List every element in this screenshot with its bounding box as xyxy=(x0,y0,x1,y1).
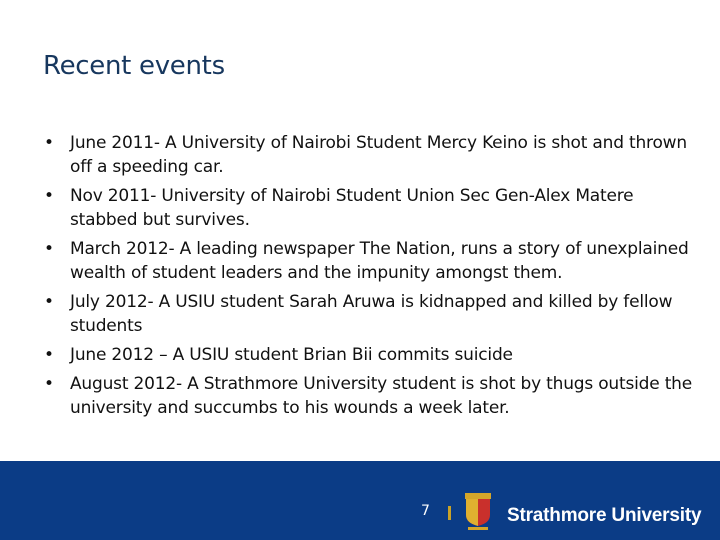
bullet-icon: • xyxy=(44,292,54,312)
item-text: Nov 2011- University of Nairobi Student Union Sec Gen-Alex Matere stabbed but survives. xyxy=(70,186,634,230)
divider xyxy=(448,506,451,520)
slide-title: Recent events xyxy=(43,51,225,81)
item-text: July 2012- A USIU student Sarah Aruwa is kidnapped and killed by fellow students xyxy=(70,292,673,336)
list-item xyxy=(44,372,704,420)
footer-bar xyxy=(0,461,720,540)
list-item xyxy=(44,184,704,232)
item-text: June 2012 – A USIU student Brian Bii commits suicide xyxy=(70,345,513,365)
item-text: March 2012- A leading newspaper The Nation, runs a story of unexplained wealth of student leaders and the impunity amongst them. xyxy=(70,239,689,283)
events-list xyxy=(44,131,704,425)
list-item xyxy=(44,131,704,179)
brand-name: Strathmore University xyxy=(507,505,702,526)
bullet-icon: • xyxy=(44,239,54,259)
bullet-icon: • xyxy=(44,345,54,365)
list-item xyxy=(44,290,704,338)
bullet-icon: • xyxy=(44,374,54,394)
list-item xyxy=(44,343,704,367)
page-number: 7 xyxy=(421,503,430,519)
university-crest-icon xyxy=(463,493,493,531)
item-text: June 2011- A University of Nairobi Student Mercy Keino is shot and thrown off a speeding car. xyxy=(70,133,687,177)
list-item xyxy=(44,237,704,285)
bullet-icon: • xyxy=(44,133,54,153)
item-text: August 2012- A Strathmore University student is shot by thugs outside the university and succumbs to his wounds a week later. xyxy=(70,374,693,418)
bullet-icon: • xyxy=(44,186,54,206)
